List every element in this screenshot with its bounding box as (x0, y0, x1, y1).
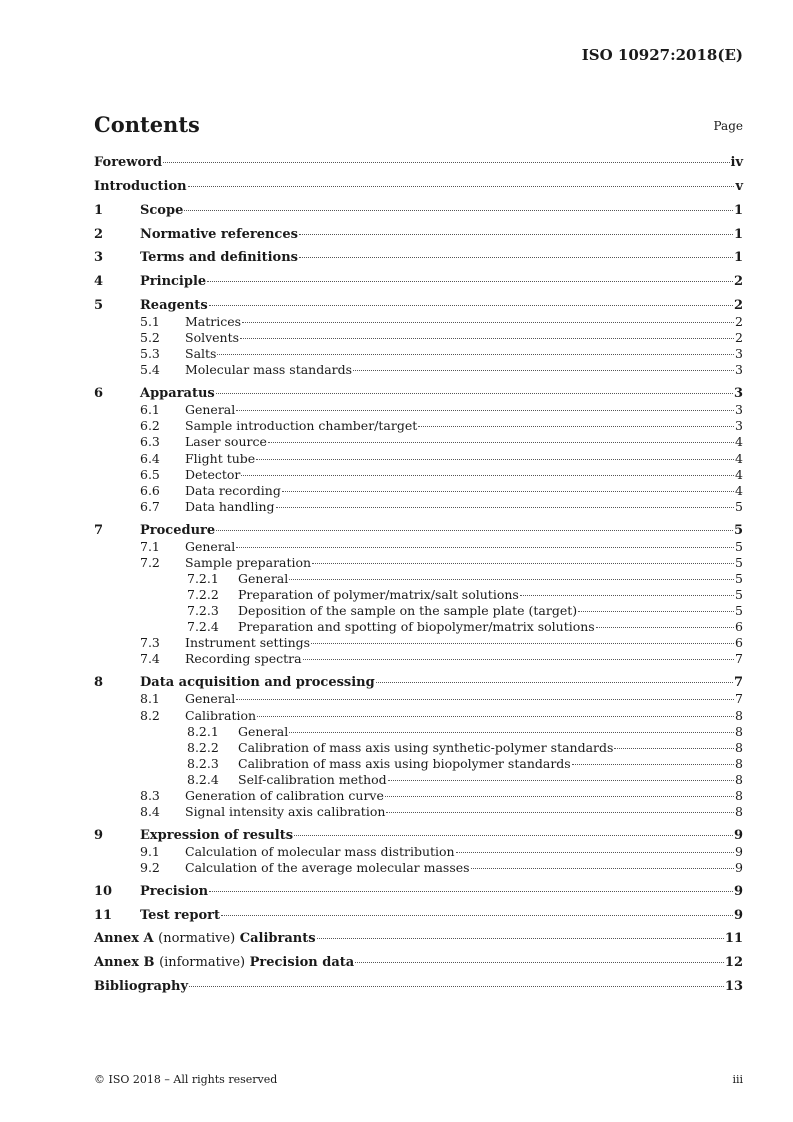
toc-entry-number: 6 (94, 386, 104, 401)
toc-entry-page: 5 (735, 587, 743, 602)
toc-entry-number: 5.4 (140, 362, 160, 377)
toc-entry-page: 6 (735, 619, 743, 634)
toc-entry-title: Principle (140, 274, 207, 289)
dot-leader (189, 986, 724, 987)
toc-entry-title: Detector (185, 467, 241, 482)
toc-entry-page: 5 (735, 571, 743, 586)
toc-entry[interactable] (94, 931, 743, 946)
toc-entry-page: 9 (735, 844, 743, 859)
toc-entry-page: v (735, 179, 743, 194)
dot-leader (289, 732, 734, 733)
toc-entry-number: 8.4 (140, 804, 160, 819)
toc-entry-title: General (185, 539, 236, 554)
toc-entry-number: 7 (94, 523, 104, 538)
toc-entry-number: 8.2.1 (187, 724, 219, 739)
toc-entry[interactable] (94, 346, 743, 361)
toc-entry-page: 5 (735, 555, 743, 570)
dot-leader (240, 338, 734, 339)
toc-entry[interactable] (94, 772, 743, 787)
toc-entry[interactable] (94, 828, 743, 843)
dot-leader (299, 234, 733, 235)
dot-leader (276, 507, 735, 508)
toc-entry-title: Preparation of polymer/matrix/salt solutions (238, 587, 519, 602)
toc-entry-title: Salts (185, 346, 217, 361)
dot-leader (242, 322, 734, 323)
toc-entry[interactable] (94, 788, 743, 803)
toc-entry-page: 4 (735, 483, 743, 498)
toc-entry-title: Test report (140, 908, 221, 923)
dot-leader (241, 475, 734, 476)
toc-entry-title: Scope (140, 203, 184, 218)
toc-entry-title: Precision (140, 884, 209, 899)
toc-entry-page: 12 (724, 955, 743, 970)
toc-entry-page: 4 (735, 451, 743, 466)
standard-number-header: ISO 10927:2018(E) (581, 46, 743, 64)
copyright-footer: © ISO 2018 – All rights reserved (94, 1073, 278, 1086)
toc-entry-page: 8 (735, 804, 743, 819)
toc-entry[interactable] (94, 467, 743, 482)
toc-entry[interactable] (94, 908, 743, 923)
toc-entry[interactable] (94, 250, 743, 265)
dot-leader (353, 370, 734, 371)
toc-entry-number: 8.2.4 (187, 772, 219, 787)
dot-leader (386, 812, 734, 813)
toc-entry-number: 7.4 (140, 651, 160, 666)
dot-leader (311, 643, 734, 644)
toc-entry[interactable] (94, 203, 743, 218)
toc-entry-title: Preparation and spotting of biopolymer/matrix solutions (238, 619, 595, 634)
toc-entry[interactable] (94, 884, 743, 899)
toc-entry[interactable] (94, 523, 743, 538)
toc-entry[interactable] (94, 227, 743, 242)
toc-entry-number: 7.2.4 (187, 619, 219, 634)
toc-entry-number: 6.3 (140, 434, 160, 449)
dot-leader (209, 305, 733, 306)
toc-entry[interactable] (94, 635, 743, 650)
toc-entry-title: Deposition of the sample on the sample plate (target) (238, 603, 578, 618)
dot-leader (418, 426, 734, 427)
toc-entry-title: Sample preparation (185, 555, 312, 570)
toc-entry-page: 1 (733, 227, 743, 242)
toc-entry-page: 3 (735, 418, 743, 433)
toc-entry[interactable] (94, 298, 743, 313)
toc-entry[interactable] (94, 314, 743, 329)
toc-entry-number: 5 (94, 298, 104, 313)
toc-entry-title: General (185, 402, 236, 417)
toc-entry-title: General (238, 724, 289, 739)
toc-entry-page: 8 (735, 708, 743, 723)
toc-entry-page: 2 (733, 298, 743, 313)
toc-entry-number: 7.3 (140, 635, 160, 650)
toc-entry-title: Flight tube (185, 451, 256, 466)
dot-leader (289, 579, 734, 580)
toc-entry-number: 9 (94, 828, 104, 843)
toc-entry-page: 3 (735, 362, 743, 377)
page-number: iii (732, 1073, 743, 1086)
toc-entry-title: Calculation of the average molecular masses (185, 860, 470, 875)
toc-entry[interactable] (94, 804, 743, 819)
toc-entry-page: 6 (735, 635, 743, 650)
toc-entry[interactable] (94, 603, 743, 618)
toc-entry-page: 3 (735, 402, 743, 417)
toc-entry-page: 8 (735, 772, 743, 787)
toc-entry[interactable] (94, 708, 743, 723)
dot-leader (236, 410, 734, 411)
toc-entry-title: Normative references (140, 227, 298, 242)
toc-entry-number: 6.5 (140, 467, 160, 482)
dot-leader (236, 547, 734, 548)
dot-leader (188, 186, 735, 187)
dot-leader (207, 281, 733, 282)
toc-entry-title: Calibration of mass axis using synthetic-polymer standards (238, 740, 614, 755)
toc-entry[interactable] (94, 555, 743, 570)
dot-leader (216, 393, 733, 394)
toc-entry[interactable] (94, 979, 743, 994)
toc-entry[interactable] (94, 362, 743, 377)
toc-entry-number: 11 (94, 908, 113, 923)
toc-entry-page: 7 (733, 675, 743, 690)
dot-leader (256, 459, 734, 460)
toc-entry[interactable] (94, 675, 743, 690)
annex-title: Calibrants (239, 931, 316, 946)
toc-entry-title: Calibration (185, 708, 257, 723)
toc-entry-title: Solvents (185, 330, 240, 345)
toc-entry-number: 9.1 (140, 844, 160, 859)
toc-entry-page: 5 (735, 603, 743, 618)
toc-entry-title: Expression of results (140, 828, 294, 843)
toc-entry[interactable] (94, 179, 743, 194)
toc-entry[interactable] (94, 499, 743, 514)
toc-entry-title (94, 931, 316, 946)
toc-entry-page: 4 (735, 467, 743, 482)
toc-entry-title: Molecular mass standards (185, 362, 353, 377)
toc-entry-page: 1 (733, 250, 743, 265)
dot-leader (596, 627, 734, 628)
toc-entry-page: 1 (733, 203, 743, 218)
page-column-label: Page (713, 119, 743, 133)
toc-entry[interactable] (94, 402, 743, 417)
toc-entry[interactable] (94, 418, 743, 433)
dot-leader (294, 835, 733, 836)
toc-entry[interactable] (94, 756, 743, 771)
toc-entry-number: 3 (94, 250, 104, 265)
dot-leader (216, 530, 733, 531)
toc-entry-title: Generation of calibration curve (185, 788, 384, 803)
toc-entry-title: Bibliography (94, 979, 189, 994)
toc-entry-page: 2 (735, 330, 743, 345)
toc-entry-title: Introduction (94, 179, 187, 194)
toc-entry-title: Reagents (140, 298, 208, 313)
toc-entry[interactable] (94, 451, 743, 466)
dot-leader (236, 699, 734, 700)
dot-leader (572, 764, 734, 765)
dot-leader (257, 716, 734, 717)
annex-type: (informative) (159, 955, 246, 970)
toc-entry-title: Signal intensity axis calibration (185, 804, 386, 819)
toc-entry-title: Self-calibration method (238, 772, 387, 787)
toc-entry-page: 3 (735, 346, 743, 361)
toc-entry[interactable] (94, 539, 743, 554)
toc-entry-page: 11 (724, 931, 743, 946)
toc-entry-number: 6.2 (140, 418, 160, 433)
toc-entry-number: 8 (94, 675, 104, 690)
dot-leader (385, 796, 734, 797)
toc-entry-number: 8.2.2 (187, 740, 219, 755)
toc-entry-page: 5 (733, 523, 743, 538)
toc-entry-title: Apparatus (140, 386, 215, 401)
dot-leader (184, 210, 733, 211)
toc-entry-number: 2 (94, 227, 104, 242)
toc-entry-title: Calibration of mass axis using biopolymer standards (238, 756, 571, 771)
dot-leader (388, 780, 734, 781)
toc-entry-number: 1 (94, 203, 104, 218)
toc-entry-number: 9.2 (140, 860, 160, 875)
toc-entry[interactable] (94, 274, 743, 289)
annex-label: Annex A (94, 931, 154, 946)
toc-entry-title: Terms and definitions (140, 250, 298, 265)
page-title: Contents (94, 112, 200, 137)
toc-entry[interactable] (94, 619, 743, 634)
toc-entry-title: Instrument settings (185, 635, 311, 650)
toc-entry-page: 8 (735, 788, 743, 803)
dot-leader (163, 162, 729, 163)
toc-entry-number: 5.2 (140, 330, 160, 345)
toc-entry-title (94, 955, 354, 970)
toc-entry-title: Matrices (185, 314, 242, 329)
toc-entry-number: 6.4 (140, 451, 160, 466)
toc-entry[interactable] (94, 483, 743, 498)
toc-entry-page: 9 (733, 908, 743, 923)
dot-leader (312, 563, 734, 564)
toc-entry[interactable] (94, 155, 743, 170)
toc-entry-number: 7.2.2 (187, 587, 219, 602)
toc-entry-number: 5.1 (140, 314, 160, 329)
toc-entry-number: 5.3 (140, 346, 160, 361)
toc-entry-page: 4 (735, 434, 743, 449)
toc-entry-page: 5 (735, 499, 743, 514)
toc-entry-number: 7.1 (140, 539, 160, 554)
dot-leader (217, 354, 734, 355)
toc-entry[interactable] (94, 386, 743, 401)
toc-entry-page: iv (730, 155, 743, 170)
annex-label: Annex B (94, 955, 155, 970)
toc-entry-page: 3 (733, 386, 743, 401)
toc-entry-number: 4 (94, 274, 104, 289)
toc-entry-page: 13 (724, 979, 743, 994)
toc-entry[interactable] (94, 434, 743, 449)
toc-entry-number: 7.2 (140, 555, 160, 570)
toc-entry-page: 2 (733, 274, 743, 289)
annex-title: Precision data (249, 955, 355, 970)
toc-entry[interactable] (94, 651, 743, 666)
toc-entry[interactable] (94, 587, 743, 602)
annex-type: (normative) (158, 931, 236, 946)
toc-entry[interactable] (94, 330, 743, 345)
toc-entry-number: 10 (94, 884, 113, 899)
dot-leader (614, 748, 734, 749)
toc-entry-title: Recording spectra (185, 651, 302, 666)
toc-entry-title: Foreword (94, 155, 163, 170)
toc-entry-page: 8 (735, 740, 743, 755)
toc-entry[interactable] (94, 740, 743, 755)
dot-leader (317, 938, 724, 939)
dot-leader (282, 491, 734, 492)
toc-entry-number: 7.2.3 (187, 603, 219, 618)
toc-entry-title: General (238, 571, 289, 586)
toc-entry-title: Sample introduction chamber/target (185, 418, 418, 433)
toc-entry[interactable] (94, 955, 743, 970)
dot-leader (520, 595, 734, 596)
toc-entry-page: 5 (735, 539, 743, 554)
toc-entry[interactable] (94, 860, 743, 875)
toc-entry-number: 6.7 (140, 499, 160, 514)
toc-entry-page: 7 (735, 691, 743, 706)
toc-entry-number: 8.2 (140, 708, 160, 723)
toc-entry-page: 7 (735, 651, 743, 666)
dot-leader (268, 442, 734, 443)
toc-entry-title: Data handling (185, 499, 275, 514)
dot-leader (303, 659, 734, 660)
toc-entry-title: Data acquisition and processing (140, 675, 375, 690)
dot-leader (456, 852, 734, 853)
toc-entry-page: 9 (733, 828, 743, 843)
toc-entry-page: 9 (733, 884, 743, 899)
toc-entry-number: 6.1 (140, 402, 160, 417)
toc-entry-number: 6.6 (140, 483, 160, 498)
toc-entry[interactable] (94, 571, 743, 586)
toc-entry[interactable] (94, 691, 743, 706)
toc-entry-number: 8.1 (140, 691, 160, 706)
dot-leader (299, 257, 733, 258)
dot-leader (376, 682, 733, 683)
dot-leader (471, 868, 735, 869)
toc-entry-number: 8.3 (140, 788, 160, 803)
toc-entry-title: Calculation of molecular mass distribution (185, 844, 455, 859)
toc-entry[interactable] (94, 844, 743, 859)
toc-entry-page: 8 (735, 724, 743, 739)
toc-entry-page: 2 (735, 314, 743, 329)
toc-entry[interactable] (94, 724, 743, 739)
dot-leader (355, 962, 724, 963)
toc-entry-number: 8.2.3 (187, 756, 219, 771)
dot-leader (578, 611, 734, 612)
dot-leader (209, 891, 733, 892)
toc-entry-title: Laser source (185, 434, 267, 449)
dot-leader (221, 915, 733, 916)
toc-entry-title: General (185, 691, 236, 706)
toc-entry-page: 9 (735, 860, 743, 875)
toc-entry-page: 8 (735, 756, 743, 771)
toc-entry-title: Procedure (140, 523, 216, 538)
toc-entry-title: Data recording (185, 483, 281, 498)
toc-entry-number: 7.2.1 (187, 571, 219, 586)
